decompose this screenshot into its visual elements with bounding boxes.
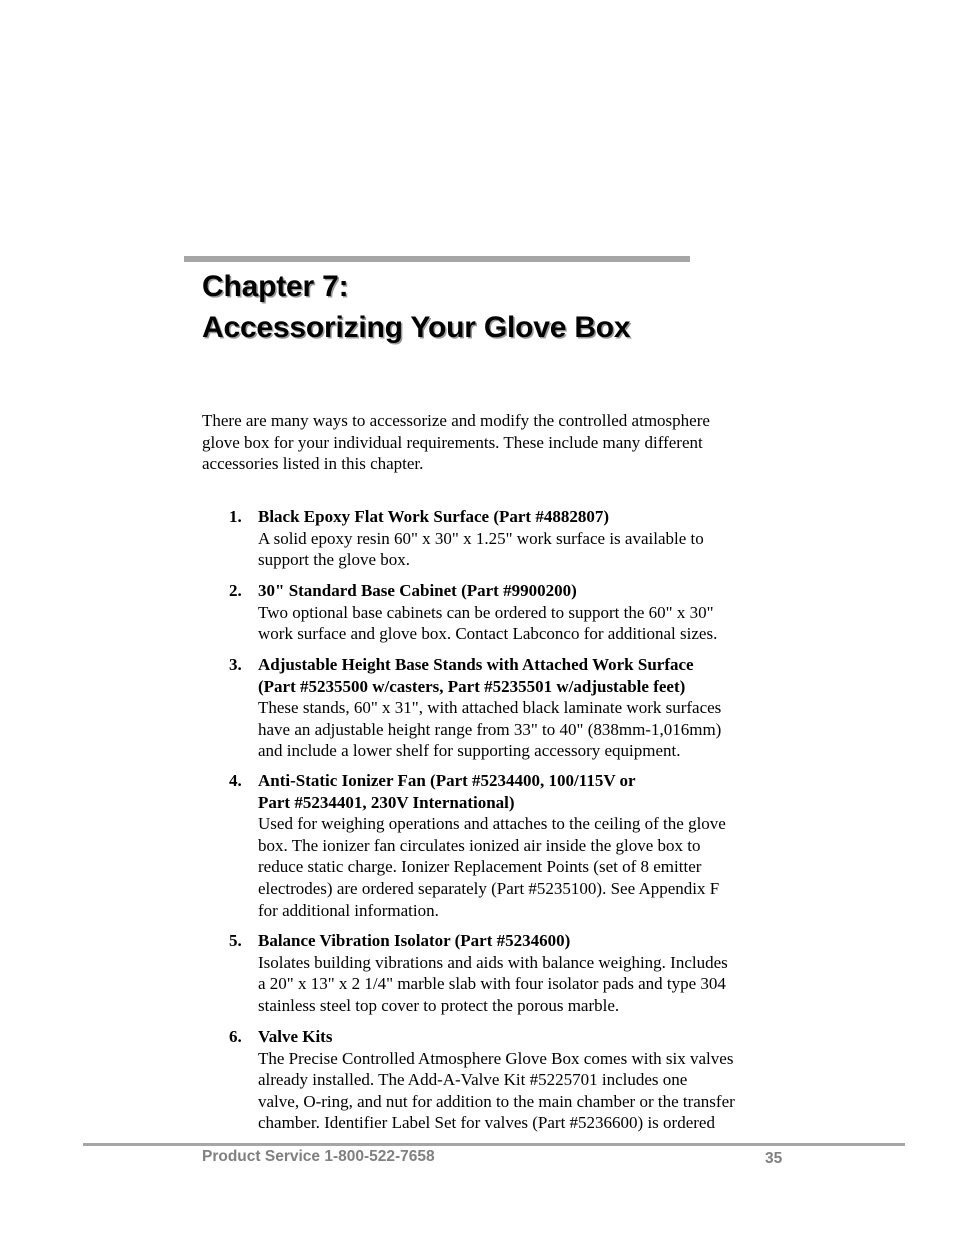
intro-line: There are many ways to accessorize and modify the controlled atmosphere bbox=[202, 411, 710, 430]
item-text: A solid epoxy resin 60" x 30" x 1.25" work surface is available to bbox=[258, 528, 704, 548]
item-number: 6. bbox=[229, 1027, 242, 1046]
item-number: 1. bbox=[229, 507, 242, 526]
page-number: 35 bbox=[765, 1150, 783, 1167]
item-text: and include a lower shelf for supporting accessory equipment. bbox=[258, 741, 681, 761]
item-text: for additional information. bbox=[258, 900, 439, 920]
item-title: Balance Vibration Isolator (Part #5234600) bbox=[258, 931, 571, 950]
item-text: a 20" x 13" x 2 1/4" marble slab with four isolator pads and type 304 bbox=[258, 974, 726, 994]
item-text: have an adjustable height range from 33" to 40" (838mm-1,016mm) bbox=[258, 719, 722, 739]
item-text: Isolates building vibrations and aids with balance weighing. Includes bbox=[258, 952, 728, 972]
item-number: 2. bbox=[229, 581, 242, 600]
intro-paragraph bbox=[202, 410, 802, 475]
item-text: box. The ionizer fan circulates ionized air inside the glove box to bbox=[258, 835, 701, 855]
item-title: Part #5234401, 230V International) bbox=[258, 792, 515, 812]
footer-rule bbox=[83, 1143, 905, 1146]
item-text: reduce static charge. Ionizer Replacement Points (set of 8 emitter bbox=[258, 857, 702, 877]
item-text: chamber. Identifier Label Set for valves (Part #5236600) is ordered bbox=[258, 1113, 715, 1133]
item-text: work surface and glove box. Contact Labconco for additional sizes. bbox=[258, 624, 718, 644]
item-body bbox=[258, 1026, 735, 1134]
item-text: already installed. The Add-A-Valve Kit #5225701 includes one bbox=[258, 1070, 688, 1090]
item-body bbox=[258, 654, 721, 762]
footer-product-service: Product Service 1-800-522-7658 bbox=[202, 1148, 435, 1165]
item-body bbox=[258, 580, 717, 645]
item-title: Anti-Static Ionizer Fan (Part #5234400, 100/115V or bbox=[258, 771, 636, 790]
item-text: support the glove box. bbox=[258, 550, 411, 570]
intro-line: accessories listed in this chapter. bbox=[202, 454, 424, 474]
item-body bbox=[258, 930, 728, 1016]
item-number: 5. bbox=[229, 931, 242, 950]
item-title: 30" Standard Base Cabinet (Part #9900200) bbox=[258, 581, 577, 600]
item-text: stainless steel top cover to protect the porous marble. bbox=[258, 995, 620, 1015]
item-title: Adjustable Height Base Stands with Attached Work Surface bbox=[258, 655, 694, 674]
item-text: The Precise Controlled Atmosphere Glove Box comes with six valves bbox=[258, 1048, 734, 1068]
item-text: These stands, 60" x 31", with attached black laminate work surfaces bbox=[258, 698, 722, 718]
item-number: 4. bbox=[229, 771, 242, 790]
item-text: Two optional base cabinets can be ordered to support the 60" x 30" bbox=[258, 602, 714, 622]
item-title: Valve Kits bbox=[258, 1027, 333, 1046]
intro-line: glove box for your individual requirements. These include many different bbox=[202, 432, 703, 452]
chapter-name: Accessorizing Your Glove Box bbox=[202, 311, 631, 344]
chapter-number: Chapter 7: bbox=[202, 270, 349, 303]
item-title: (Part #5235500 w/casters, Part #5235501 w/adjustable feet) bbox=[258, 676, 686, 696]
item-text: electrodes) are ordered separately (Part #5235100). See Appendix F bbox=[258, 878, 720, 898]
item-text: valve, O-ring, and nut for addition to the main chamber or the transfer bbox=[258, 1091, 735, 1111]
item-body bbox=[258, 506, 704, 571]
chapter-title bbox=[202, 266, 630, 348]
item-body bbox=[258, 770, 726, 921]
item-text: Used for weighing operations and attaches to the ceiling of the glove bbox=[258, 814, 726, 834]
chapter-top-rule bbox=[184, 256, 690, 262]
item-title: Black Epoxy Flat Work Surface (Part #4882807) bbox=[258, 507, 609, 526]
item-number: 3. bbox=[229, 655, 242, 674]
